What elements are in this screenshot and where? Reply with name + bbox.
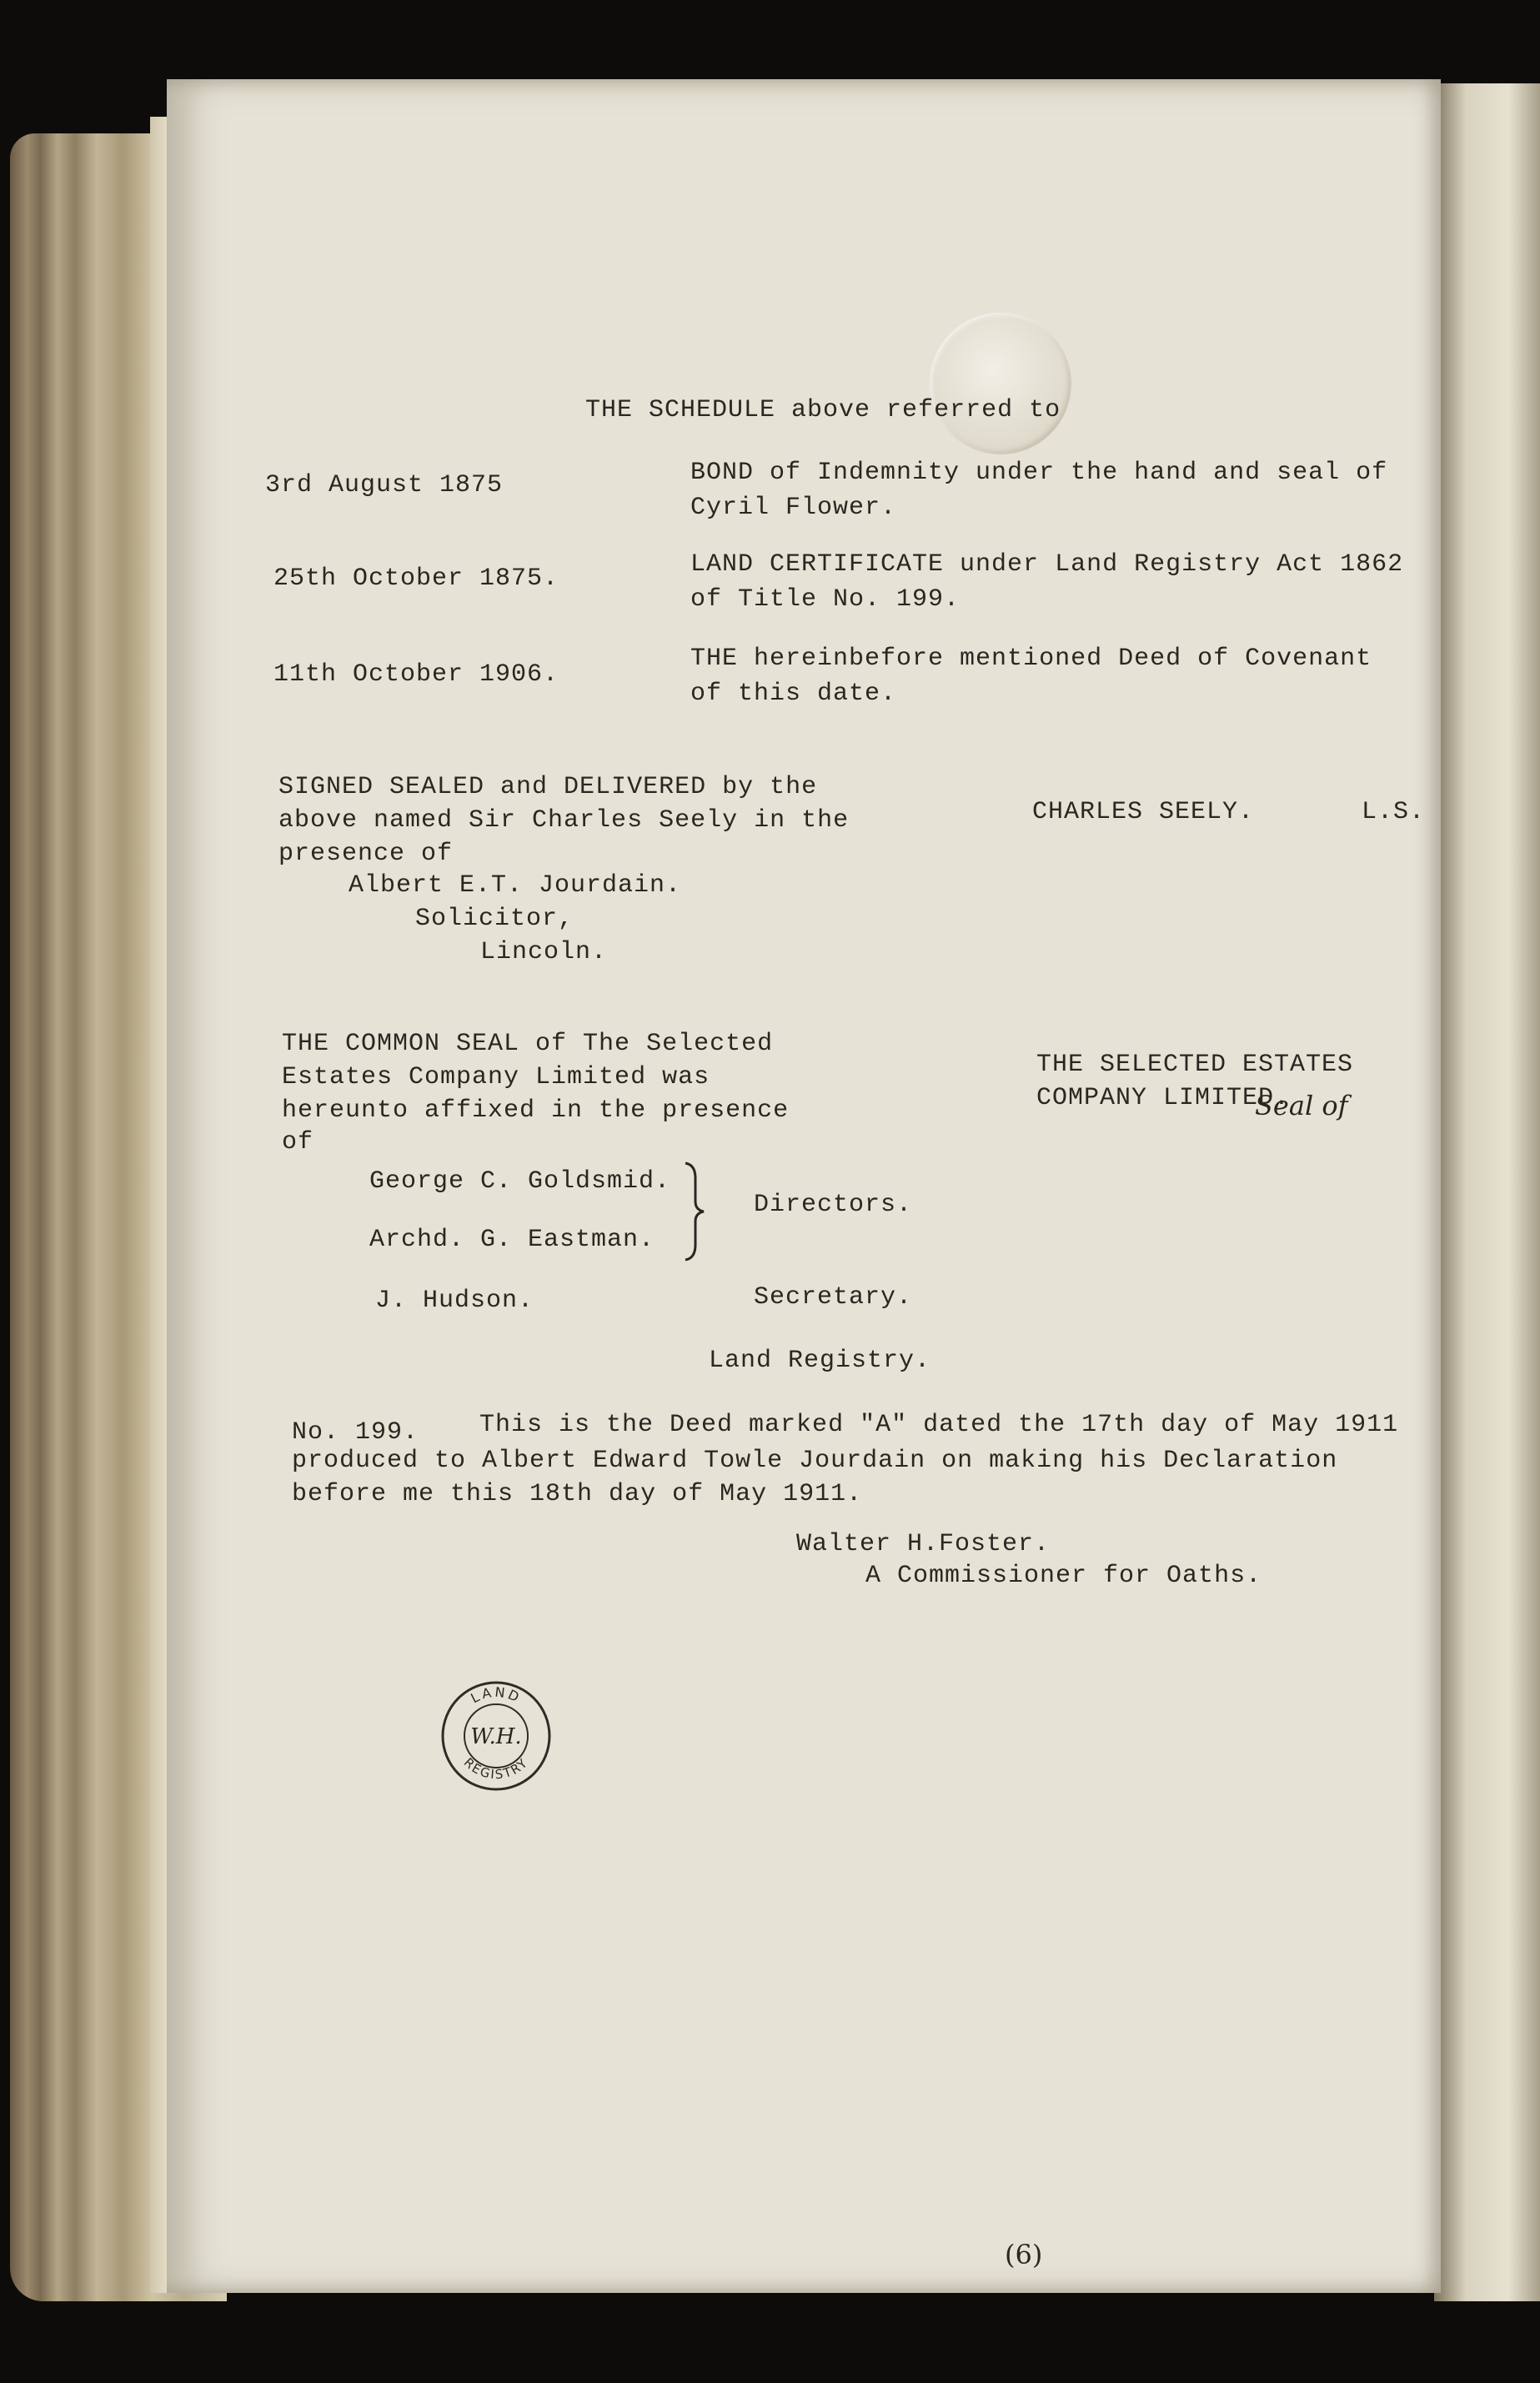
commissioner-title: A Commissioner for Oaths. bbox=[865, 1562, 1262, 1590]
registry-text-line: before me this 18th day of May 1911. bbox=[292, 1480, 863, 1508]
embossed-seal bbox=[930, 313, 1071, 454]
director-name: George C. Goldsmid. bbox=[369, 1167, 671, 1196]
schedule-date: 3rd August 1875 bbox=[265, 471, 504, 499]
stamp-top-text: LAND bbox=[468, 1683, 524, 1707]
attestation-line: presence of bbox=[278, 840, 454, 868]
witness-role: Solicitor, bbox=[415, 905, 574, 933]
page-number: (6) bbox=[1005, 2239, 1043, 2270]
secretary-label: Secretary. bbox=[754, 1283, 913, 1312]
witness-place: Lincoln. bbox=[480, 938, 608, 966]
stamp-initials: W.H. bbox=[470, 1724, 522, 1749]
land-registry-stamp-icon bbox=[439, 1678, 554, 1794]
document-page bbox=[167, 79, 1441, 2293]
attestation-line: SIGNED SEALED and DELIVERED by the bbox=[278, 773, 818, 801]
schedule-heading: THE SCHEDULE above referred to bbox=[585, 396, 1061, 424]
svg-text:REGISTRY bbox=[461, 1755, 531, 1783]
signatory-name: CHARLES SEELY. bbox=[1032, 798, 1255, 826]
schedule-item-line: LAND CERTIFICATE under Land Registry Act 1862 bbox=[690, 550, 1404, 579]
common-seal-line: of bbox=[282, 1128, 314, 1156]
common-seal-line: THE COMMON SEAL of The Selected bbox=[282, 1030, 774, 1058]
schedule-item-line: THE hereinbefore mentioned Deed of Covenant bbox=[690, 645, 1372, 673]
stamp-bottom-text: REGISTRY bbox=[460, 1754, 532, 1783]
common-seal-line: hereunto affixed in the presence bbox=[282, 1096, 790, 1125]
company-name: THE SELECTED ESTATES bbox=[1036, 1051, 1354, 1079]
registry-heading: Land Registry. bbox=[709, 1347, 931, 1375]
schedule-item-line: BOND of Indemnity under the hand and seal of bbox=[690, 459, 1388, 487]
facing-page-edge bbox=[1434, 83, 1540, 2301]
schedule-item-line: of Title No. 199. bbox=[690, 585, 961, 614]
common-seal-line: Estates Company Limited was bbox=[282, 1063, 710, 1091]
directors-label: Directors. bbox=[754, 1191, 913, 1219]
registry-number: No. 199. bbox=[292, 1418, 419, 1447]
schedule-date: 11th October 1906. bbox=[273, 660, 559, 689]
commissioner-name: Walter H.Foster. bbox=[796, 1530, 1051, 1558]
locus-sigilli: L.S. bbox=[1362, 798, 1426, 826]
handwritten-seal-note: Seal of bbox=[1255, 1090, 1348, 1121]
schedule-date: 25th October 1875. bbox=[273, 564, 559, 593]
secretary-name: J. Hudson. bbox=[375, 1287, 534, 1315]
registry-text-line: This is the Deed marked "A" dated the 17th day of May 1911 bbox=[479, 1411, 1399, 1439]
schedule-item-line: Cyril Flower. bbox=[690, 494, 897, 522]
director-name: Archd. G. Eastman. bbox=[369, 1226, 655, 1254]
registry-text-line: produced to Albert Edward Towle Jourdain on making his Declaration bbox=[292, 1447, 1338, 1475]
attestation-line: above named Sir Charles Seely in the bbox=[278, 806, 850, 835]
schedule-item-line: of this date. bbox=[690, 680, 897, 708]
witness-name: Albert E.T. Jourdain. bbox=[349, 871, 682, 900]
company-name: COMPANY LIMITED. bbox=[1036, 1084, 1291, 1112]
brace-icon bbox=[682, 1161, 707, 1262]
